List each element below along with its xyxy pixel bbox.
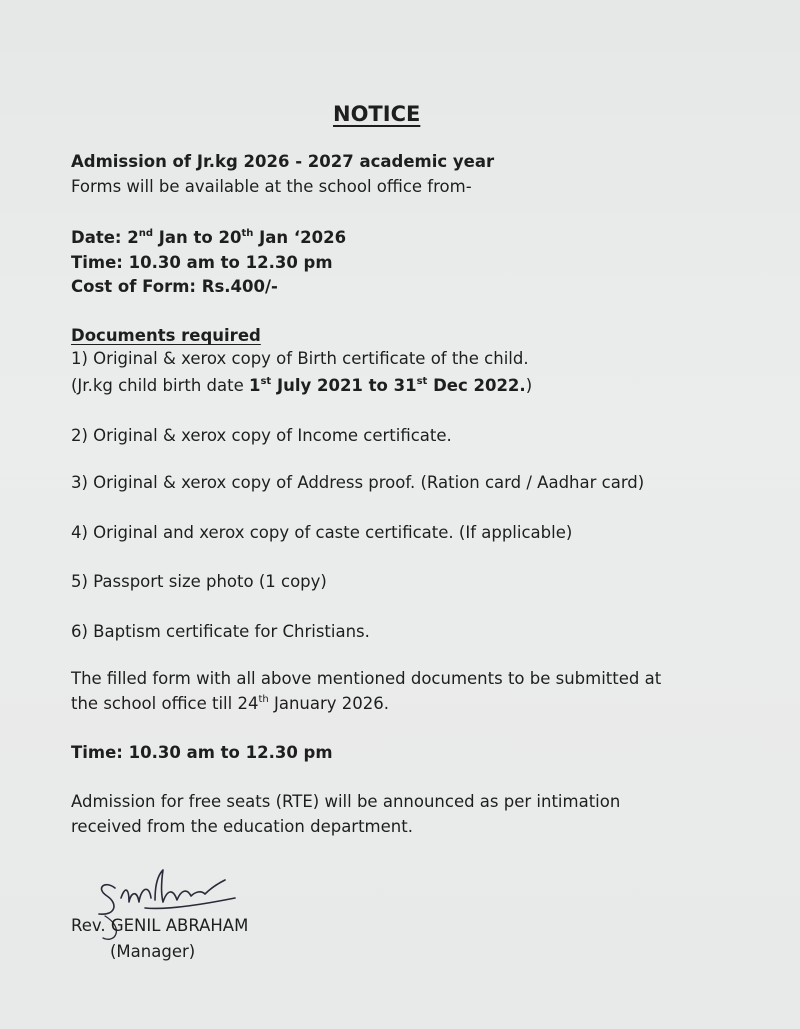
document-item-5: 5) Passport size photo (1 copy)	[71, 572, 327, 591]
signer-role: (Manager)	[110, 942, 196, 961]
form-cost: Cost of Form: Rs.400/-	[71, 277, 278, 296]
rte-line-2: received from the education department.	[71, 817, 413, 836]
signer-name: Rev. GENIL ABRAHAM	[71, 916, 249, 935]
form-date: Date: 2nd Jan to 20th Jan ‘2026	[71, 228, 347, 247]
submission-time: Time: 10.30 am to 12.30 pm	[71, 743, 333, 762]
documents-heading: Documents required	[71, 326, 261, 345]
document-item-6: 6) Baptism certificate for Christians.	[71, 622, 370, 641]
form-time: Time: 10.30 am to 12.30 pm	[71, 253, 333, 272]
rte-line-1: Admission for free seats (RTE) will be announced as per intimation	[71, 792, 621, 811]
document-item-4: 4) Original and xerox copy of caste certificate. (If applicable)	[71, 523, 573, 542]
document-item-3: 3) Original & xerox copy of Address proof. (Ration card / Aadhar card)	[71, 473, 645, 492]
submission-line-1: The filled form with all above mentioned documents to be submitted at	[71, 669, 662, 688]
birth-date-note: (Jr.kg child birth date 1st July 2021 to 31st Dec 2022.)	[71, 376, 533, 395]
forms-intro: Forms will be available at the school office from-	[71, 177, 472, 196]
notice-title: NOTICE	[333, 102, 421, 126]
admission-heading: Admission of Jr.kg 2026 - 2027 academic year	[71, 152, 495, 171]
document-item-1: 1) Original & xerox copy of Birth certificate of the child.	[71, 349, 529, 368]
submission-line-2: the school office till 24th January 2026.	[71, 694, 389, 713]
document-item-2: 2) Original & xerox copy of Income certificate.	[71, 426, 452, 445]
